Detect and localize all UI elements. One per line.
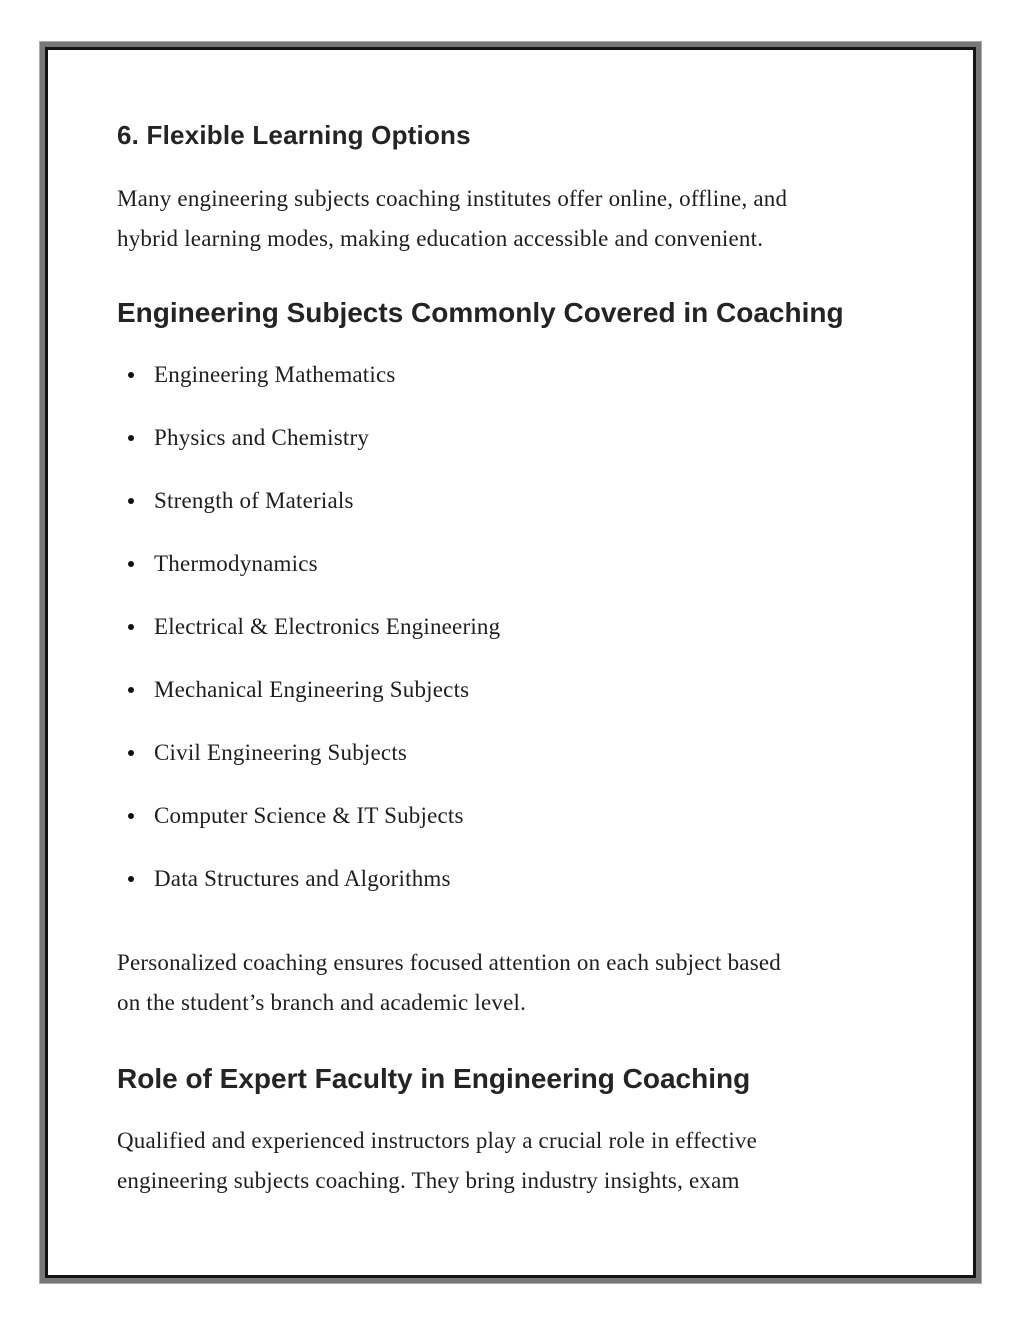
- section-heading-flexible-learning: 6. Flexible Learning Options: [117, 120, 471, 150]
- list-item: [117, 544, 904, 584]
- section-heading-expert-faculty: Role of Expert Faculty in Engineering Coaching: [117, 1063, 751, 1094]
- list-item: [117, 796, 904, 836]
- document-page: [45, 47, 976, 1278]
- paragraph-line: Many engineering subjects coaching institutes offer online, offline, and: [117, 186, 788, 211]
- bullet-icon: [128, 687, 134, 693]
- paragraph-line: Personalized coaching ensures focused attention on each subject based: [117, 950, 781, 975]
- paragraph-flexible-learning: [117, 179, 904, 259]
- list-item-label: Civil Engineering Subjects: [154, 740, 408, 765]
- paragraph-personalized-coaching: [117, 943, 904, 1023]
- subject-list: [117, 355, 904, 899]
- paragraph-line: engineering subjects coaching. They bring industry insights, exam: [117, 1168, 740, 1193]
- bullet-icon: [128, 561, 134, 567]
- list-item-label: Computer Science & IT Subjects: [154, 803, 464, 828]
- list-item: [117, 733, 904, 773]
- section-heading-subjects-covered: Engineering Subjects Commonly Covered in Coaching: [117, 297, 844, 328]
- paragraph-line: on the student’s branch and academic level.: [117, 990, 527, 1015]
- paragraph-line: hybrid learning modes, making education accessible and convenient.: [117, 226, 764, 251]
- list-item: [117, 859, 904, 899]
- list-item-label: Mechanical Engineering Subjects: [154, 677, 470, 702]
- list-item: [117, 481, 904, 521]
- list-item-label: Thermodynamics: [154, 551, 318, 576]
- list-item-label: Engineering Mathematics: [154, 362, 396, 387]
- paragraph-expert-faculty: [117, 1121, 904, 1201]
- bullet-icon: [128, 624, 134, 630]
- bullet-icon: [128, 813, 134, 819]
- list-item: [117, 607, 904, 647]
- list-item: [117, 670, 904, 710]
- list-item-label: Strength of Materials: [154, 488, 354, 513]
- bullet-icon: [128, 372, 134, 378]
- list-item-label: Physics and Chemistry: [154, 425, 370, 450]
- bullet-icon: [128, 876, 134, 882]
- document-frame: [40, 42, 981, 1283]
- list-item: [117, 355, 904, 395]
- paragraph-line: Qualified and experienced instructors play a crucial role in effective: [117, 1128, 758, 1153]
- list-item-label: Data Structures and Algorithms: [154, 866, 451, 891]
- list-item-label: Electrical & Electronics Engineering: [154, 614, 501, 639]
- bullet-icon: [128, 498, 134, 504]
- bullet-icon: [128, 750, 134, 756]
- bullet-icon: [128, 435, 134, 441]
- list-item: [117, 418, 904, 458]
